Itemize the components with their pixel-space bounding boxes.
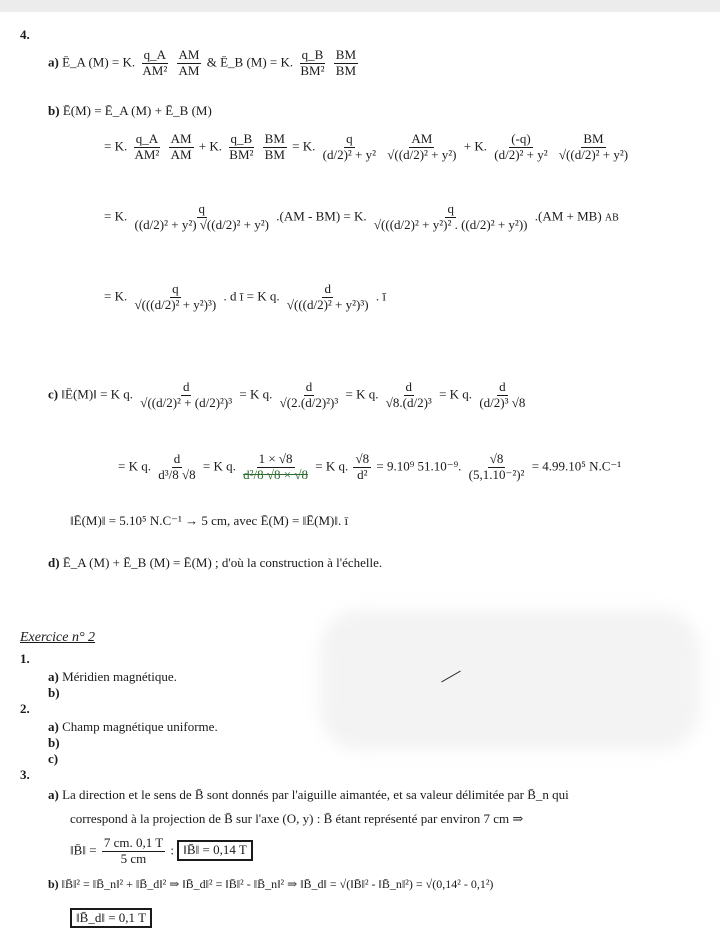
equals-k: = K. [292, 138, 316, 154]
plus-k: + K. [198, 138, 223, 154]
fraction [278, 380, 341, 411]
numerator: d [182, 379, 190, 394]
item-3b-result [70, 908, 152, 928]
numerator: q_A [135, 131, 159, 146]
numerator: √8 [489, 451, 504, 466]
item-3a-calc: ‖B̄‖ = $\frac{7 cm. 0,1 T}{5 cm}$ : ‖B̄‖ = 0,14 T [70, 836, 253, 867]
di-term: . d ī = K q. [223, 288, 280, 304]
denominator: AM² [134, 146, 160, 162]
fraction [477, 380, 527, 411]
e-sum: Ē(M) = Ē_A (M) + Ē_B (M) [62, 103, 212, 118]
blurred-area [320, 610, 700, 750]
fraction [353, 452, 371, 483]
item-3b [48, 878, 493, 891]
denominator: d³/8 √8 [158, 466, 196, 482]
numerator: 7 cm. 0,1 T [103, 835, 164, 850]
item-3a-text1: La direction et le sens de B̄ sont donnés par l'aiguille aimantée, et sa valeur délimitée par B̄_n qui [62, 787, 569, 802]
part-c-label: c) [48, 386, 59, 402]
item-2a-label: a) [48, 719, 59, 734]
denominator: (5,1.10⁻²)² [468, 466, 525, 482]
numerator: d [499, 379, 506, 394]
plus-k: + K. [463, 138, 487, 154]
fraction [169, 132, 194, 163]
part-b-line1 [48, 104, 212, 118]
part-c-line1 [48, 380, 529, 411]
root-expr: ((d/2)² + y²) [134, 216, 197, 232]
item-3b-text: ‖B̄‖² = ‖B̄_n‖² + ‖B̄_d‖² ⇒ ‖B̄_d‖² = ‖B̄‖² - ‖B̄_n‖² ⇒ ‖B̄_d‖ = √(‖B̄‖² - ‖B̄_n‖²) = √(0,14² - 0,1²) [61, 877, 494, 891]
denominator: √(((d/2)² + y²)³) [286, 296, 369, 312]
root-content: ((d/2)² + (d/2)²)³ [147, 394, 233, 410]
denominator: BM² [229, 146, 254, 162]
equals-kq: = K q. [202, 458, 236, 474]
ea-expression: Ē_A (M) = K. [62, 54, 136, 70]
fraction [492, 132, 549, 163]
numerator: d [305, 379, 313, 394]
unit-i: . ī [375, 288, 386, 304]
root-content: (d/2)² + y² [570, 146, 624, 162]
fraction [385, 132, 458, 163]
part-d-text: Ē_A (M) + Ē_B (M) = Ē(M) ; d'où la construction à l'échelle. [62, 555, 383, 570]
part-c-line2 [118, 452, 621, 483]
numerator: q [172, 281, 179, 296]
numerator: (-q) [511, 131, 531, 146]
numerator: BM [583, 131, 604, 146]
fraction [177, 48, 202, 79]
denominator: √((d/2)² + y²) [387, 146, 457, 162]
fraction [557, 132, 630, 163]
root-content: (d/2)² + y² [211, 216, 265, 232]
fraction [372, 202, 530, 233]
fraction [140, 48, 169, 79]
equals-k: = K. [104, 208, 128, 224]
bd-result-box: ‖B̄_d‖ = 0,1 T [70, 908, 152, 928]
denominator: √((d/2)² + y²) [558, 146, 629, 162]
numerator: √8 [355, 451, 370, 466]
part-d-line [48, 556, 382, 570]
denominator: AM [178, 62, 200, 78]
part-c-line3: ‖Ē(M)‖ = 5.10⁵ N.C⁻¹ → 5 cm, avec Ē(M) = ‖Ē(M)‖. ī [70, 513, 349, 528]
denominator: √((d/2)² + (d/2)²)³ [140, 394, 233, 410]
numerator: 1 × √8 [258, 451, 293, 466]
item-3a [48, 788, 569, 802]
item-1a-text: Méridien magnétique. [62, 669, 177, 684]
denominator: BM [264, 146, 285, 162]
fraction [334, 48, 358, 79]
fraction [263, 132, 287, 163]
denominator: 5 cm [120, 850, 147, 866]
numerator: q [198, 201, 205, 216]
fraction [241, 452, 310, 483]
part-d-label: d) [48, 555, 60, 570]
numerator: BM [335, 47, 357, 62]
item-3a-text2: correspond à la projection de B̄ sur l'axe (O, y) : B̄ étant représenté par environ 7 cm ⇒ [70, 811, 524, 826]
item-1: 1. [20, 651, 30, 666]
equals-kq: = K q. [439, 386, 473, 402]
denominator: √(2.(d/2)²)³ [279, 394, 339, 410]
fraction [156, 452, 197, 483]
part-b-line2 [104, 132, 632, 163]
root-content: ((d/2)² + y²) [145, 296, 209, 312]
numerator: q [447, 201, 454, 216]
numerator: AM [411, 131, 433, 146]
numerator: d [324, 281, 331, 296]
numeric-substitution: = 9.10⁹ 51.10⁻⁹. [376, 458, 462, 474]
item-3b-label: b) [48, 877, 59, 891]
fraction [384, 380, 434, 411]
fraction [132, 202, 271, 233]
item-1a [48, 670, 177, 684]
root-content: (d/2)² + y² [398, 146, 453, 162]
denominator: ((d/2)² + y²) √((d/2)² + y²) [134, 216, 270, 232]
item-1a-label: a) [48, 669, 59, 684]
denominator: √(((d/2)² + y²)³) [134, 296, 217, 312]
fraction [321, 132, 378, 163]
denominator: d² [357, 466, 368, 482]
denominator: AM [170, 146, 192, 162]
numerator: q [346, 131, 353, 146]
equals-k: = K. [104, 138, 128, 154]
item-3: 3. [20, 767, 30, 782]
vector-sum: .(AM + MB) [534, 208, 602, 224]
item-2a [48, 720, 218, 734]
equals-kq: = K q. [118, 458, 151, 474]
numerator: q_B [230, 131, 253, 146]
item-2: 2. [20, 701, 30, 716]
eb-expression: & Ē_B (M) = K. [206, 54, 294, 70]
field-result: = 4.99.10⁵ N.C⁻¹ [531, 458, 622, 474]
equals-kq: = K q. [239, 386, 273, 402]
denominator: (d/2)² + y² [322, 146, 377, 162]
numerator: AM [170, 131, 192, 146]
part-b-line4 [104, 282, 386, 313]
numerator: AM [178, 47, 200, 62]
item-2c: c) [48, 751, 59, 766]
underbrace-label: AB [604, 212, 619, 224]
denominator: √(((d/2)² + y²)² . ((d/2)² + y²)) [373, 216, 528, 232]
denominator: BM² [300, 62, 325, 78]
denominator: (d/2)³ √8 [479, 394, 526, 410]
denominator: (d/2)² + y² [494, 146, 548, 162]
fraction [298, 48, 326, 79]
fraction [227, 132, 255, 163]
root-content: ((d/2)² + y²) [461, 216, 524, 232]
fraction [132, 282, 218, 313]
norm-b: ‖B̄‖ = [70, 842, 97, 858]
b-result-box: ‖B̄‖ = 0,14 T [177, 840, 253, 860]
fraction [102, 836, 165, 867]
denominator: √8.(d/2)³ [385, 394, 432, 410]
part-a-label: a) [48, 54, 59, 70]
item-1b: b) [48, 685, 60, 700]
part-a-line [48, 48, 360, 79]
root-content: ((d/2)² + y²) [298, 296, 361, 312]
fraction [132, 132, 161, 163]
exercise-2-title: Exercice n° 2 [20, 630, 96, 645]
numerator: d [173, 451, 181, 466]
fraction [138, 380, 234, 411]
denominator: AM² [142, 62, 168, 78]
equals-kq: = K q. [345, 386, 379, 402]
numerator: q_B [301, 47, 324, 62]
root-content: (2.(d/2)²)³ [286, 394, 339, 410]
equals-k: = K. [104, 288, 128, 304]
denominator: d²/8 √8 × √8 [243, 466, 308, 482]
top-bar [0, 0, 720, 12]
vector-difference: .(AM - BM) = K. [276, 208, 367, 224]
fraction [285, 282, 371, 313]
numerator: BM [264, 131, 285, 146]
fraction [467, 452, 527, 483]
part-b-label: b) [48, 103, 60, 118]
item-2b: b) [48, 735, 60, 750]
numerator: d [405, 379, 413, 394]
section-number-4: 4. [20, 27, 30, 42]
part-b-line3 [104, 202, 619, 233]
denominator: BM [335, 62, 357, 78]
item-2a-text: Champ magnétique uniforme. [62, 719, 218, 734]
equals-kq: = K q. [315, 458, 349, 474]
item-3a-label: a) [48, 787, 59, 802]
norm-e: ‖Ē(M)‖ = K q. [61, 386, 134, 402]
numerator: q_A [143, 47, 167, 62]
root-content: ((d/2)² + y²) [385, 216, 448, 232]
